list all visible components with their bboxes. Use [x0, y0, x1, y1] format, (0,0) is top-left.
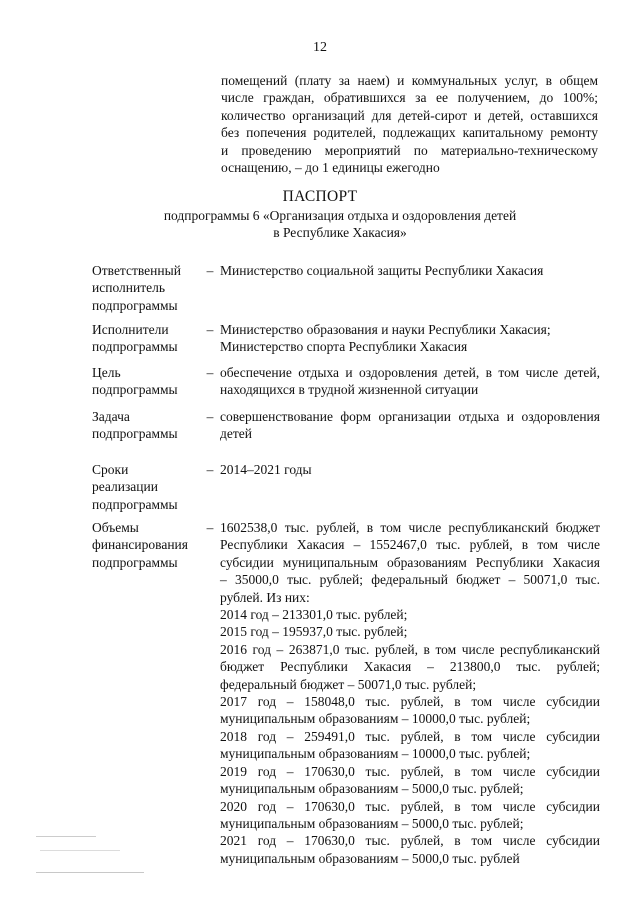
value-line: федеральный бюджет – 50071,0 тыс. рублей; [220, 676, 477, 692]
row-value [220, 364, 600, 399]
row-label [92, 321, 200, 356]
intro-line: числе граждан, обратившихся за ее получением, до 100%; [221, 90, 598, 106]
label-line: подпрограммы [92, 382, 178, 398]
intro-line: оснащению, – до 1 единицы ежегодно [221, 160, 440, 176]
subtitle-line: подпрограммы 6 «Организация отдыха и оздоровления детей [163, 208, 517, 223]
value-line: муниципальным образованиям – 5000,0 тыс. рублей; [220, 815, 524, 831]
row-label [92, 461, 200, 513]
value-line: 2015 год – 195937,0 тыс. рублей; [220, 624, 408, 640]
row-dash: – [206, 263, 214, 278]
label-line: Цель [92, 365, 121, 380]
label-line: Исполнители [92, 322, 169, 337]
row-label [92, 519, 200, 571]
row-value [220, 461, 600, 478]
value-line: бюджет Республики Хакасия – 213800,0 тыс. рублей; [220, 659, 600, 675]
label-line: подпрограммы [92, 496, 178, 512]
value-line: 1602538,0 тыс. рублей, в том числе республиканский бюджет [220, 520, 600, 535]
row-value [220, 262, 600, 279]
value-line: муниципальным образованиям – 5000,0 тыс. рублей [220, 850, 520, 866]
page-number: 12 [313, 40, 327, 55]
label-line: подпрограммы [92, 339, 178, 355]
label-line: Ответственный [92, 263, 181, 278]
value-line: субсидии муниципальным образованиям Республики Хакасия [220, 554, 600, 570]
row-value [220, 321, 600, 356]
intro-line: помещений (плату за наем) и коммунальных услуг, в общем [221, 73, 598, 88]
value-line: муниципальным образованиям – 10000,0 тыс. рублей; [220, 746, 531, 762]
scan-artifact [36, 830, 146, 880]
row-dash: – [206, 520, 214, 535]
value-line: 2020 год – 170630,0 тыс. рублей, в том числе субсидии [220, 798, 600, 814]
intro-line: количество организаций для детей-сирот и детей, оставшихся [221, 107, 598, 123]
label-line: финансирования [92, 537, 188, 553]
value-line: Министерство образования и науки Республики Хакасия; [220, 322, 551, 337]
row-dash: – [206, 365, 214, 380]
value-line: 2014 год – 213301,0 тыс. рублей; [220, 607, 408, 623]
value-line: Министерство спорта Республики Хакасия [220, 339, 468, 355]
row-value [220, 408, 600, 443]
label-line: подпрограммы [92, 297, 178, 313]
row-label [92, 262, 200, 314]
value-line: 2016 год – 263871,0 тыс. рублей, в том числе республиканский [220, 641, 600, 657]
value-line: – 35000,0 тыс. рублей; федеральный бюджет – 50071,0 тыс. [220, 572, 600, 588]
label-line: Объемы [92, 520, 139, 535]
subtitle-line: в Республике Хакасия» [273, 225, 407, 240]
passport-subtitle [140, 207, 540, 241]
value-line: детей [220, 426, 252, 442]
label-line: подпрограммы [92, 426, 178, 442]
label-line: Сроки [92, 462, 129, 477]
label-line: Задача [92, 409, 130, 424]
label-line: исполнитель [92, 280, 165, 296]
label-line: реализации [92, 479, 158, 495]
value-line: 2019 год – 170630,0 тыс. рублей, в том числе субсидии [220, 763, 600, 779]
value-line: Республики Хакасия – 1552467,0 тыс. рублей, в том числе [220, 537, 600, 553]
value-line: находящихся в трудной жизненной ситуации [220, 382, 479, 398]
value-line: 2014–2021 годы [220, 462, 312, 477]
value-line: рублей. Из них: [220, 589, 310, 605]
passport-title: ПАСПОРТ [282, 188, 358, 205]
value-line: 2018 год – 259491,0 тыс. рублей, в том числе субсидии [220, 728, 600, 744]
value-line: муниципальным образованиям – 5000,0 тыс. рублей; [220, 781, 524, 797]
label-line: подпрограммы [92, 554, 178, 570]
row-value [220, 519, 600, 867]
intro-paragraph [221, 72, 598, 176]
intro-line: и проведению мероприятий по материально-техническому [221, 142, 598, 158]
value-line: совершенствование форм организации отдыха и оздоровления [220, 409, 600, 424]
value-line: 2017 год – 158048,0 тыс. рублей, в том числе субсидии [220, 694, 600, 710]
value-line: 2021 год – 170630,0 тыс. рублей, в том числе субсидии [220, 833, 600, 849]
value-line: муниципальным образованиям – 10000,0 тыс. рублей; [220, 711, 531, 727]
value-line: Министерство социальной защиты Республики Хакасия [220, 263, 544, 278]
row-label [92, 364, 200, 399]
intro-line: без попечения родителей, подлежащих капитальному ремонту [221, 125, 598, 141]
row-label [92, 408, 200, 443]
value-line: обеспечение отдыха и оздоровления детей, в том числе детей, [220, 365, 600, 380]
row-dash: – [206, 462, 214, 477]
row-dash: – [206, 409, 214, 424]
row-dash: – [206, 322, 214, 337]
